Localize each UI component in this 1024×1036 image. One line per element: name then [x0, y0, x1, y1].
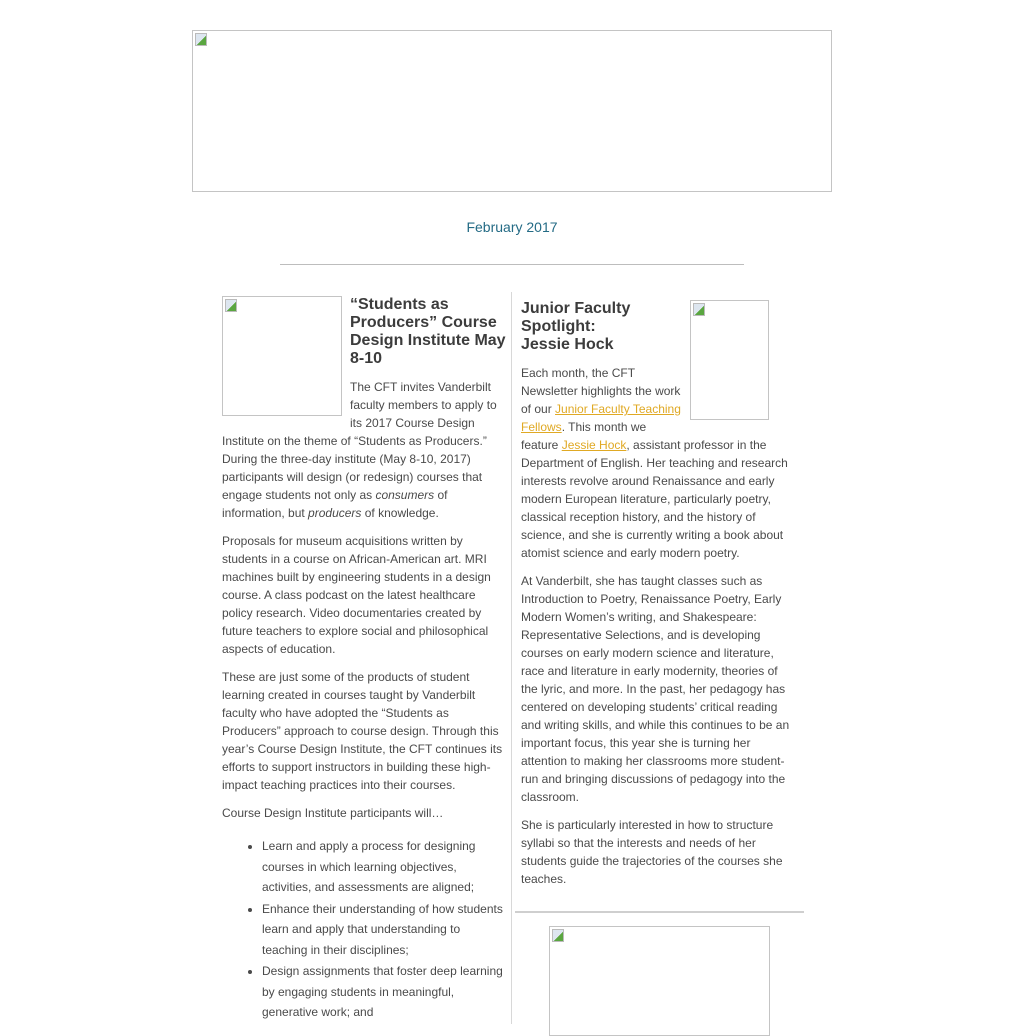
- article-paragraph: Proposals for museum acquisitions written by students in a course on African-American art. MRI machines built by engineering students in a design course. A class podcast on the latest healthcare policy research. Video documentaries created by future teachers to explore social and philosophical aspects of education.: [222, 534, 491, 656]
- title-line: Jessie Hock: [521, 336, 614, 353]
- list-item: • Learn and apply a process for designing courses in which learning objectives, activities, and assessments are aligned;: [262, 836, 506, 898]
- broken-image-icon: [693, 303, 705, 316]
- list-item: • Enhance their understanding of how students learn and apply that understanding to teaching in their disciplines;: [262, 899, 506, 961]
- divider: [280, 264, 744, 265]
- text: , assistant professor in the Department of English. Her teaching and research interests revolve around Renaissance and early modern European literature, particularly poetry, classical reception history, and the history of science, and she is currently writing a book about atomist science and early modern poetry.: [521, 438, 788, 560]
- newsletter-date: February 2017: [466, 219, 558, 235]
- list-item: • Design assignments that foster deep learning by engaging students in meaningful, generative work; and: [262, 961, 506, 1023]
- divider: [515, 911, 804, 913]
- article-image: [222, 296, 342, 416]
- junior-faculty-fellows-link[interactable]: Junior Faculty Teaching Fellows: [521, 402, 681, 434]
- broken-image-icon: [225, 299, 237, 312]
- faculty-spotlight-article: [521, 300, 797, 898]
- article-paragraph: Course Design Institute participants will…: [222, 806, 444, 820]
- column-divider: [511, 292, 512, 1024]
- article-paragraph: At Vanderbilt, she has taught classes such as Introduction to Poetry, Renaissance Poetry, Early Modern Women’s writing, and Shakespeare: Representative Selections, and is developing courses on early modern science and literature, race and literature in early modernity, theories of the lyric, and more. In the past, her pedagogy has centered on developing students’ critical reading and writing skills, and while this continues to be an important focus, this year she is turning her attention to making her classrooms more student-run and bringing discussions of pedagogy into the classroom.: [521, 574, 790, 804]
- course-design-article: [222, 296, 506, 1024]
- jessie-hock-link[interactable]: Jessie Hock: [561, 438, 627, 452]
- text: The CFT invites Vanderbilt faculty members to apply to its 2017 Course Design Institute on the theme of “Students as Producers.” During the three-day institute (May 8-10, 2017) participants will design (or redesign) courses that engage students not only as: [222, 380, 497, 502]
- emphasis: producers: [308, 506, 362, 520]
- text: of information, but: [222, 488, 448, 520]
- faculty-photo: [690, 300, 769, 420]
- article-image: [549, 926, 770, 1036]
- article-paragraph: She is particularly interested in how to structure syllabi so that the interests and needs of her students guide the trajectories of the courses she teaches.: [521, 818, 783, 886]
- bullet-list: [222, 836, 506, 1023]
- text: . This month we feature: [521, 420, 647, 452]
- broken-image-icon: [195, 33, 207, 46]
- article-paragraph: These are just some of the products of student learning created in courses taught by Vanderbilt faculty who have adopted the “Students as Producers” approach to course design. Through this year’s Course Design Institute, the CFT continues its efforts to support instructors in building these high-impact teaching practices into their courses.: [222, 670, 503, 792]
- text: of knowledge.: [361, 506, 439, 520]
- text: Each month, the CFT Newsletter highlights the work of our: [521, 366, 681, 416]
- header-banner-image: [192, 30, 832, 192]
- article-title: “Students as Producers” Course Design Institute May 8-10: [350, 296, 506, 367]
- emphasis: consumers: [375, 488, 435, 502]
- broken-image-icon: [552, 929, 564, 942]
- title-line: Junior Faculty Spotlight:: [521, 300, 631, 335]
